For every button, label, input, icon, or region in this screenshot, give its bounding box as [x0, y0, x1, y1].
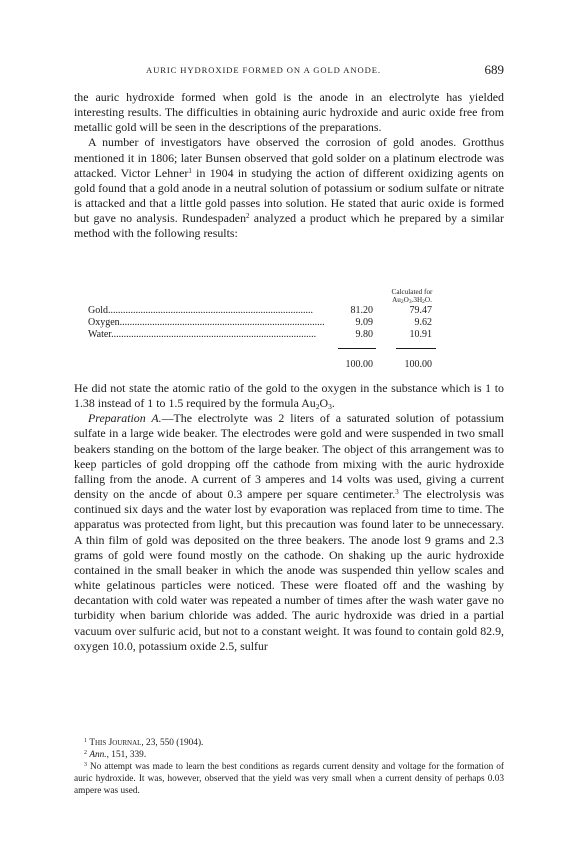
body-text-bottom	[74, 381, 504, 654]
running-title: AURIC HYDROXIDE FORMED ON A GOLD ANODE.	[146, 65, 381, 75]
found-value: 9.80	[355, 329, 373, 340]
table-row	[88, 317, 438, 329]
footnote-2: $^2$ Ann., 151, 339.	[84, 750, 147, 760]
footnote-3: $^3$ No attempt was made to learn the best conditions as regards current density and voltage for the formation of auric hydroxide. It was, however, observed that the yield was very small when a current density of perhaps 0.03 ampere was used.	[74, 762, 504, 796]
preparation-heading: Preparation A.	[88, 411, 162, 426]
paragraph-1: the auric hydroxide formed when gold is the anode in an electrolyte has yielded interesting results. The difficulties in obtaining auric hydroxide and auric oxide free from metallic gold will be seen in the descriptions of the preparations.	[74, 90, 504, 135]
found-total: 100.00	[345, 359, 373, 370]
footnote-ref-1: 1	[188, 166, 192, 175]
calculated-value: 9.62	[414, 317, 432, 328]
page-header	[74, 62, 504, 80]
calculated-value: 10.91	[409, 329, 432, 340]
paragraph-2: A number of investigators have observed the corrosion of gold anodes. Grotthus mentioned it in 1806; later Bunsen observed that gold solder on a platinum electrode was attacked. Victor Lehner$^1$ in 1904 in studying the action of different oxidizing agents on gold found that a gold anode in a neutral solution of potassium or sodium sulfate or nitrate is attacked and that a little gold passes into solution. He stated that auric oxide is formed but gave no analysis. Rundespaden$^2$ analyzed a product which he prepared by a similar method with the following results:	[74, 135, 504, 241]
footnotes	[74, 737, 504, 797]
row-label: Water..................................................................................	[88, 329, 317, 340]
found-value: 81.20	[350, 305, 373, 316]
calculated-value: 79.47	[409, 305, 432, 316]
body-text-top	[74, 90, 504, 242]
table-row	[88, 305, 438, 317]
totals-row	[88, 359, 438, 371]
footnote-ref-3: 3	[395, 488, 399, 497]
footnote-ref-2: 2	[246, 212, 250, 221]
row-label: Gold..................................................................................	[88, 305, 313, 316]
total-rule-calculated	[396, 348, 436, 349]
found-value: 9.09	[355, 317, 373, 328]
table-row	[88, 329, 438, 341]
row-label: Oxygen..................................................................................	[88, 317, 325, 328]
calculated-total: 100.00	[404, 359, 432, 370]
total-rule-found	[338, 348, 376, 349]
footnote-1: $^1$ This Journal, 23, 550 (1904).	[84, 738, 204, 748]
calculated-header: Calculated for $Au_2O_3.3H_2O$.	[391, 288, 433, 306]
paragraph-3: He did not state the atomic ratio of the gold to the oxygen in the substance which is 1 to 1.38 instead of 1 to 1.5 required by the formula $Au_2O_3$.	[74, 381, 504, 412]
page-number: 689	[484, 62, 504, 77]
paragraph-4: Preparation A.—The electrolyte was 2 liters of a saturated solution of potassium sulfate in a large wide beaker. The electrodes were gold and were suspended in two small beakers standing on the bottom of the large beaker. The object of this arrangement was to keep particles of gold dropping off the cathode from mixing with the auric hydroxide falling from the anode. A current of 3 amperes and 14 volts was used, giving a current density on the ancde of about 0.3 ampere per square centimeter.$^3$ The electrolysis was continued six days and the water lost by evaporation was replaced from time to time. The apparatus was protected from light, but this precaution was found later to be unnecessary. A thin film of gold was deposited on the three beakers. The anode lost 9 grams and 2.3 grams of gold were found mostly on the cathode. On shaking up the auric hydroxide contained in the small beaker in which the anode was suspended thin yellow scales and white gelatinous particles were noticed. These were floated off and the washing by decantation with cold water was repeated a number of times after the wash water gave no turbidity when barium chloride was added. The auric hydroxide was dried in a partial vacuum over sulfuric acid, but not to a constant weight. It was found to contain gold 82.9, oxygen 10.0, potassium oxide 2.5, sulfur	[74, 411, 504, 653]
